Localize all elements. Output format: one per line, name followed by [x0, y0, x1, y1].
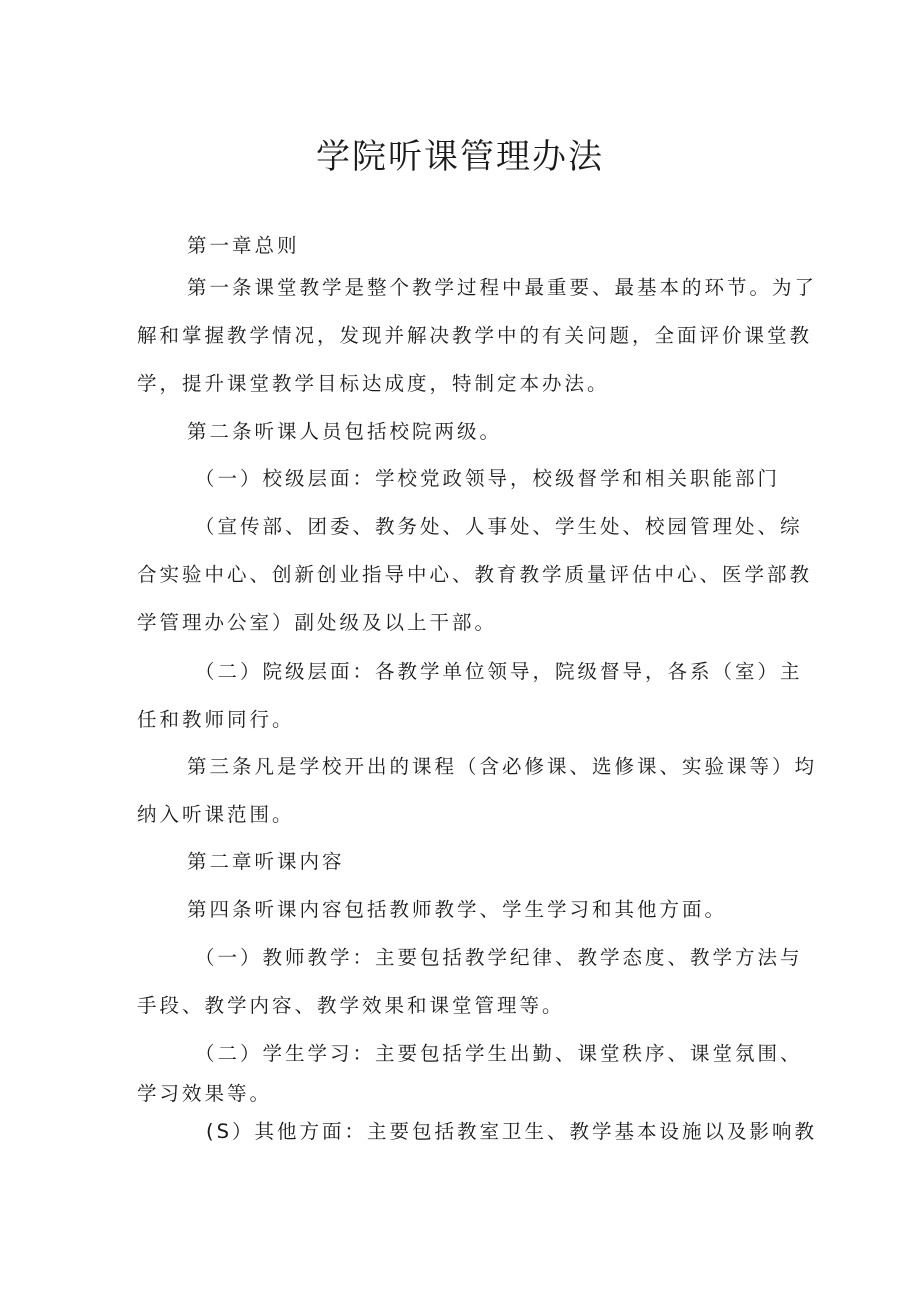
- chapter-heading-content: [0, 838, 920, 886]
- article-4-item-3: [0, 1108, 920, 1156]
- article-2-item-1: [0, 455, 920, 503]
- text-line: 第一章总则: [187, 234, 300, 257]
- text-line: 解和掌握教学情况，发现并解决教学中的有关问题，全面评价课堂教: [137, 324, 813, 347]
- text-line: 第四条听课内容包括教师教学、学生学习和其他方面。: [187, 898, 728, 921]
- text-line: 手段、教学内容、教学效果和课堂管理等。: [137, 994, 565, 1017]
- text-line: 第二章听课内容: [187, 850, 345, 873]
- article-2-item-1-departments: [0, 503, 920, 647]
- article-2-item-2: [0, 648, 920, 744]
- chapter-heading-general: [0, 222, 920, 270]
- article-4-item-2: [0, 1034, 920, 1114]
- text-line: （一）校级层面：学校党政领导，校级督学和相关职能部门: [195, 467, 781, 490]
- article-4: [0, 886, 920, 934]
- text-line: (S）其他方面：主要包括教室卫生、教学基本设施以及影响教: [206, 1120, 817, 1143]
- text-line: 任和教师同行。: [137, 708, 295, 731]
- text-line: 学，提升课堂教学目标达成度，特制定本办法。: [137, 372, 610, 395]
- article-2: [0, 408, 920, 456]
- text-line: 纳入听课范围。: [137, 803, 295, 826]
- text-line: 学习效果等。: [137, 1082, 273, 1105]
- article-3: [0, 743, 920, 839]
- article-4-item-1: [0, 934, 920, 1030]
- article-1: [0, 264, 920, 408]
- text-line: （二）院级层面：各教学单位领导，院级督导，各系（室）主: [195, 660, 803, 683]
- text-line: 合实验中心、创新创业指导中心、教育教学质量评估中心、医学部教: [137, 563, 813, 586]
- text-line: （宣传部、团委、教务处、人事处、学生处、校园管理处、综: [195, 515, 803, 538]
- document-title: 学院听课管理办法: [316, 137, 604, 177]
- text-line: 学管理办公室）副处级及以上干部。: [137, 611, 498, 634]
- text-line: 第二条听课人员包括校院两级。: [187, 420, 503, 443]
- text-line: （二）学生学习：主要包括学生出勤、课堂秩序、课堂氛围、: [195, 1042, 803, 1065]
- text-line: （一）教师教学：主要包括教学纪律、教学态度、教学方法与: [195, 946, 803, 969]
- text-line: 第三条凡是学校开出的课程（含必修课、选修课、实验课等）均: [187, 755, 818, 778]
- text-line: 第一条课堂教学是整个教学过程中最重要、最基本的环节。为了: [187, 276, 818, 299]
